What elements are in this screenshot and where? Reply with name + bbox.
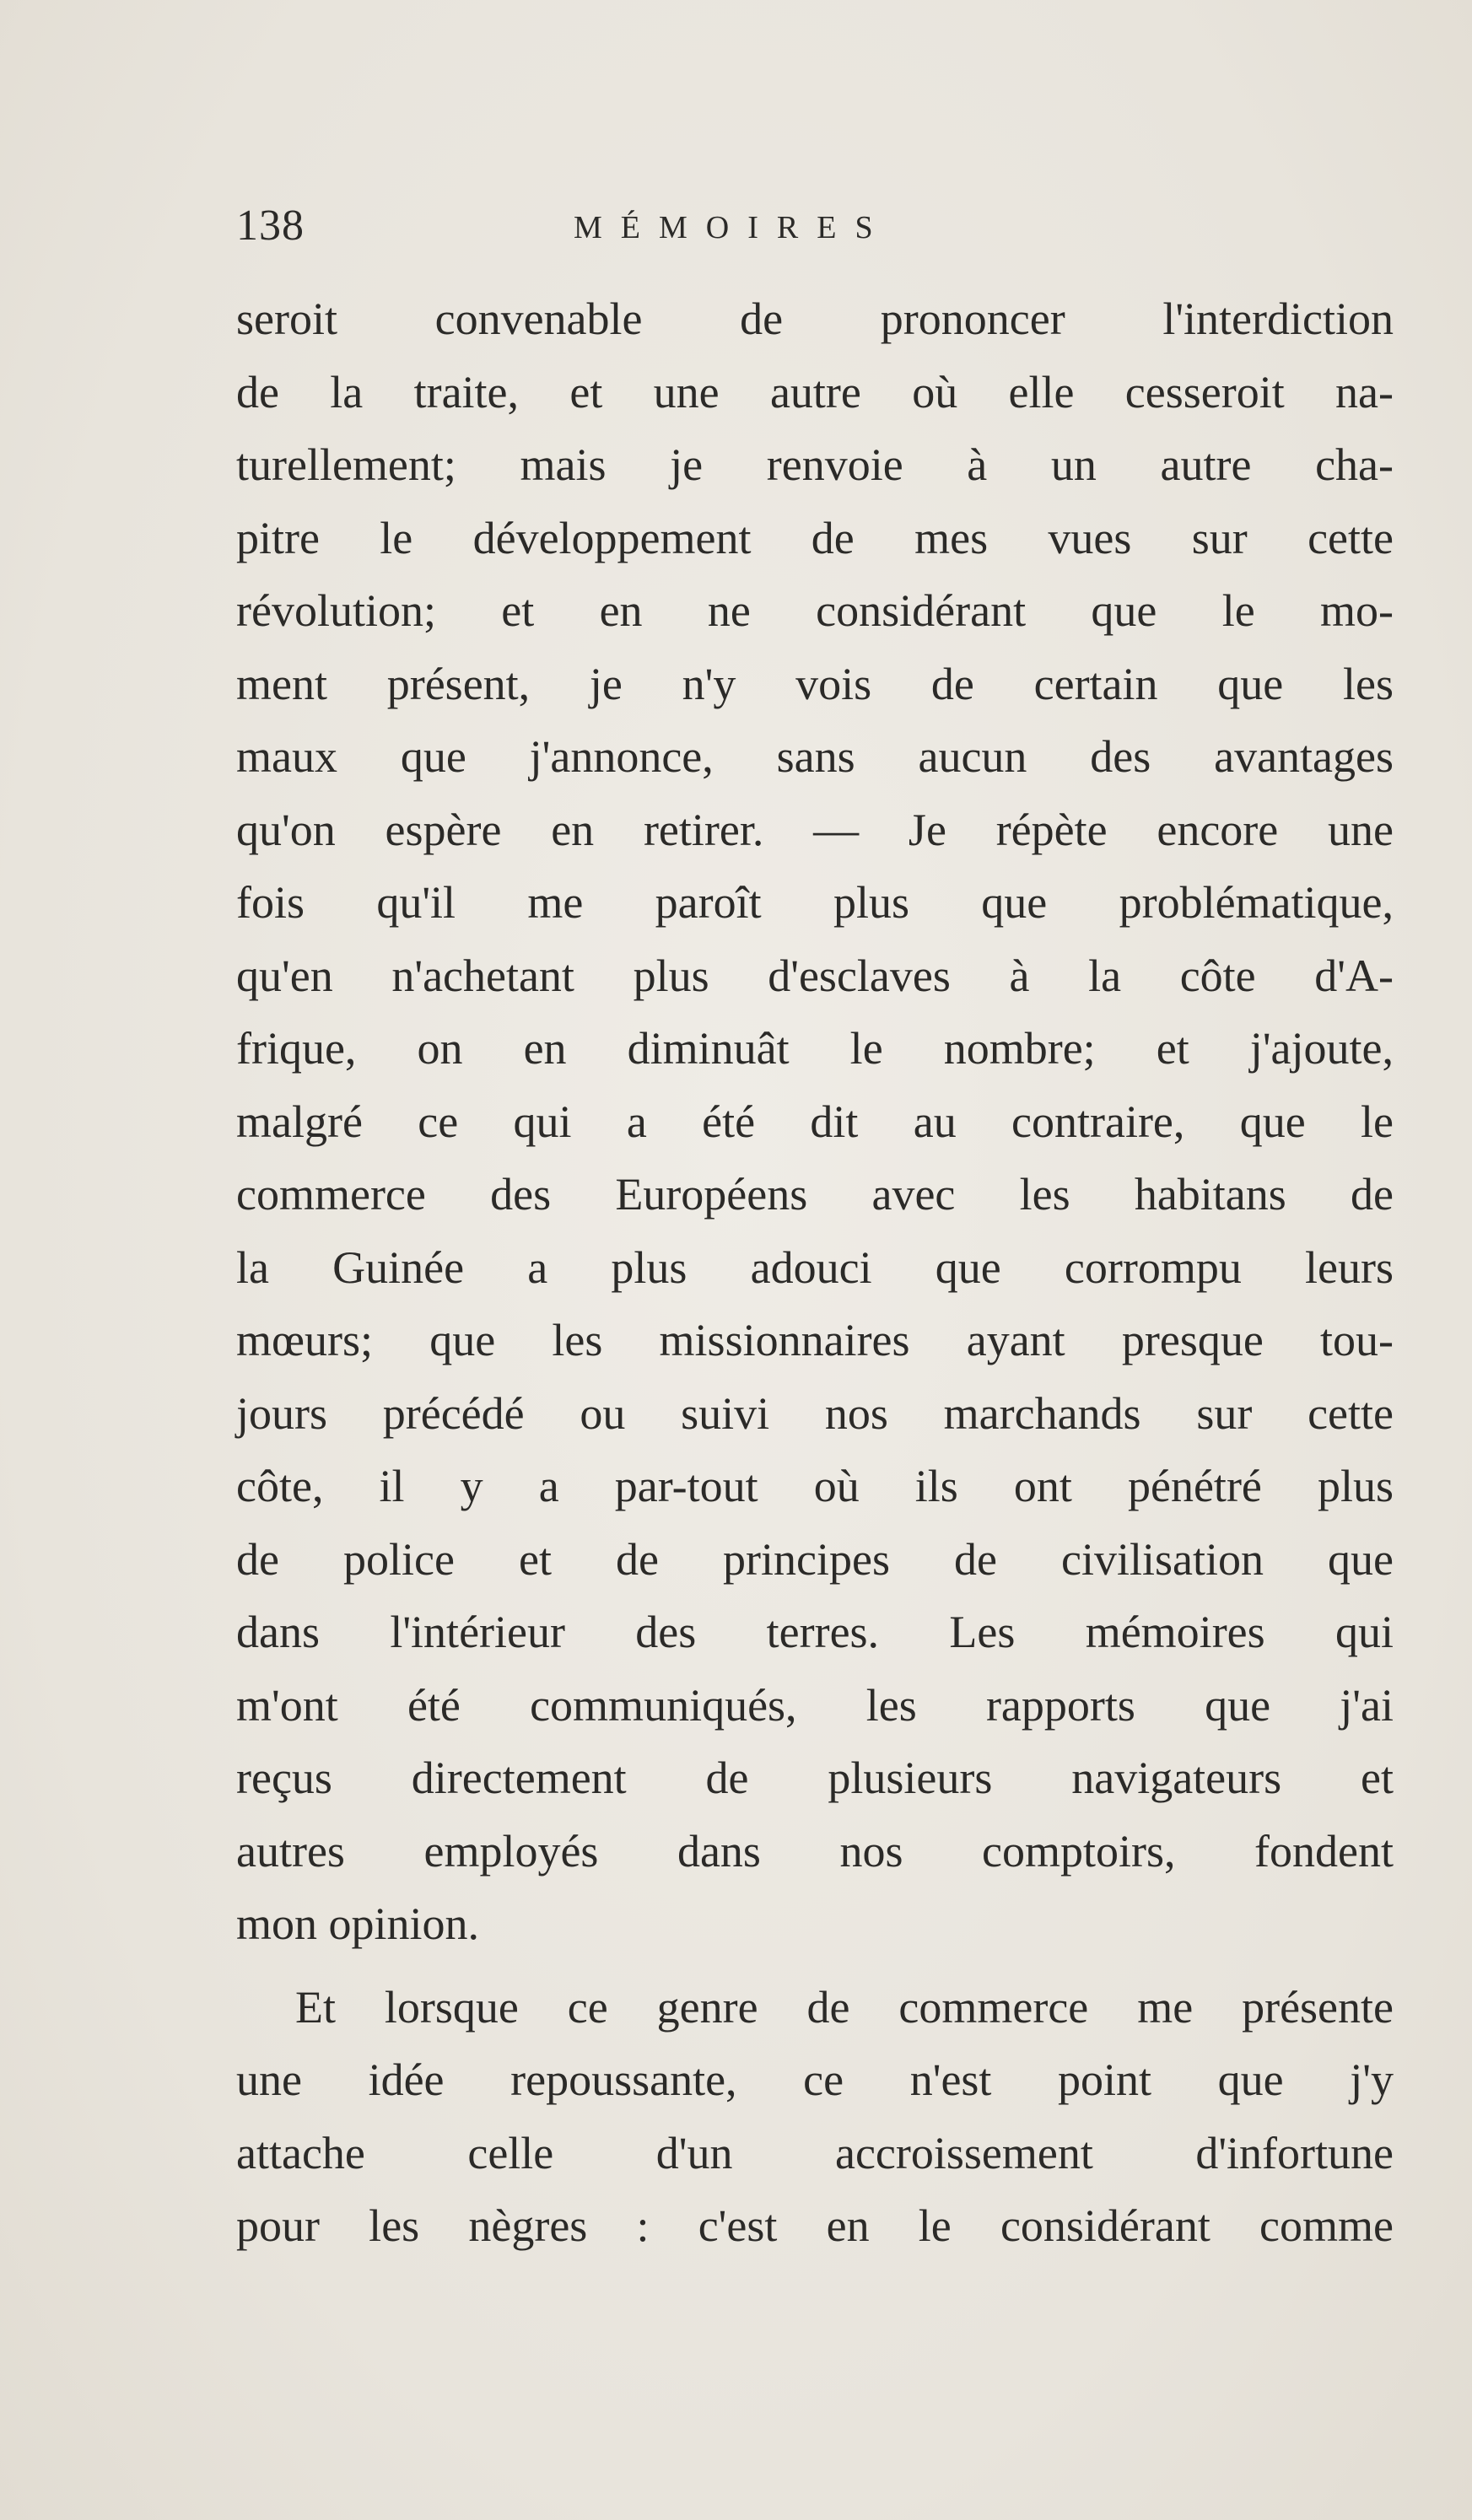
text-line: mœurs; que les missionnaires ayant presque tou- <box>236 1315 1394 1365</box>
text-line: autres employés dans nos comptoirs, fondent <box>236 1825 1394 1877</box>
paragraph-1 <box>236 283 1394 1961</box>
text-line: seroit convenable de prononcer l'interdiction <box>236 293 1394 344</box>
text-line: maux que j'annonce, sans aucun des avantages <box>236 731 1394 782</box>
text-line: attache celle d'un accroissement d'infortune <box>236 2127 1394 2178</box>
text-line: malgré ce qui a été dit au contraire, que le <box>236 1096 1394 1147</box>
text-line: la Guinée a plus adouci que corrompu leurs <box>236 1241 1394 1293</box>
page-header <box>236 201 1400 268</box>
text-line: commerce des Européens avec les habitans de <box>236 1169 1394 1220</box>
page-number: 138 <box>236 202 305 250</box>
paragraph-2 <box>236 1971 1394 2263</box>
text-line: reçus directement de plusieurs navigateurs et <box>236 1753 1394 1803</box>
text-line: révolution; et en ne considérant que le mo- <box>236 585 1394 636</box>
text-line: jours précédé ou suivi nos marchands sur cette <box>236 1387 1394 1439</box>
text-line: turellement; mais je renvoie à un autre cha- <box>236 439 1394 490</box>
text-line: dans l'intérieur des terres. Les mémoires qui <box>236 1607 1394 1657</box>
text-line: m'ont été communiqués, les rapports que j'ai <box>236 1679 1394 1731</box>
text-line: frique, on en diminuât le nombre; et j'ajoute, <box>236 1023 1394 1074</box>
text-line: qu'en n'achetant plus d'esclaves à la côte d'A- <box>236 950 1394 1001</box>
text-line: côte, il y a par-tout où ils ont pénétré plus <box>236 1461 1394 1511</box>
running-title: MÉMOIRES <box>574 210 892 245</box>
text-line: pitre le développement de mes vues sur cette <box>236 512 1394 563</box>
text-line: mon opinion. <box>236 1898 480 1949</box>
text-line: de la traite, et une autre où elle cesseroit na- <box>236 366 1394 417</box>
text-line: qu'on espère en retirer. — Je répète encore une <box>236 804 1394 855</box>
text-line: une idée repoussante, ce n'est point que j'y <box>236 2054 1394 2105</box>
text-line: fois qu'il me paroît plus que problématique, <box>236 877 1394 928</box>
body-text <box>236 283 1394 2263</box>
text-line: ment présent, je n'y vois de certain que les <box>236 658 1394 709</box>
text-line: de police et de principes de civilisation que <box>236 1533 1394 1585</box>
paragraph-gap <box>236 1961 1394 1971</box>
text-line: pour les nègres : c'est en le considérant comme <box>236 2200 1394 2251</box>
text-line: Et lorsque ce genre de commerce me présente <box>295 1981 1394 2033</box>
